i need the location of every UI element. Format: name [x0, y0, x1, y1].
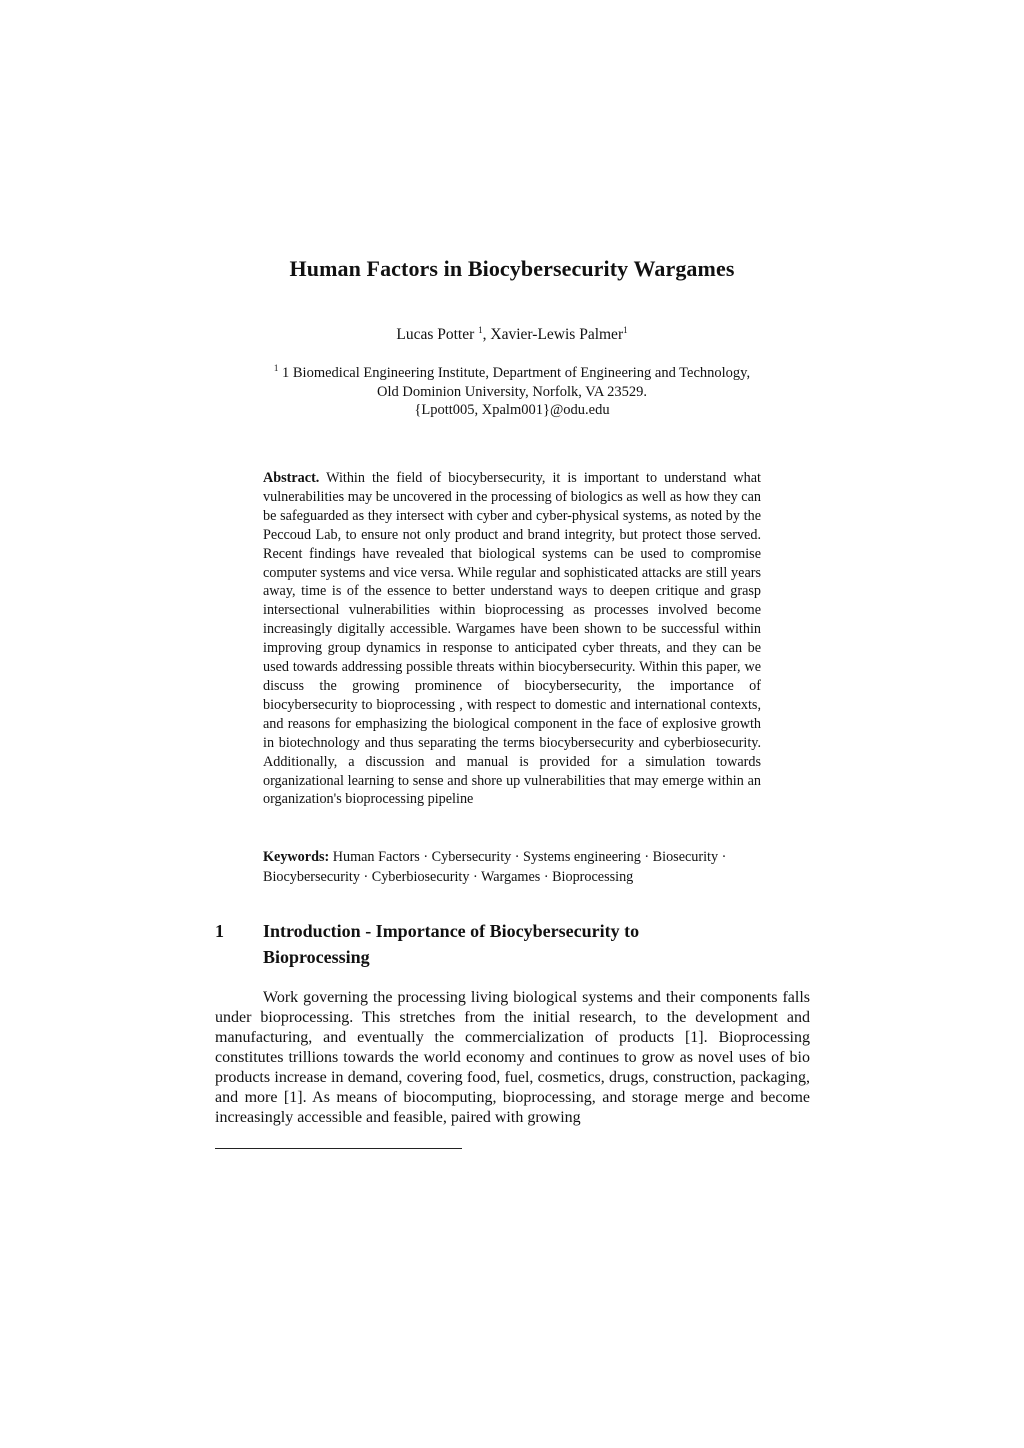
- abstract-label: Abstract.: [263, 470, 320, 486]
- paper-title: Human Factors in Biocybersecurity Wargames: [289, 256, 735, 281]
- section-title: Introduction - Importance of Biocybersecurity to Bioprocessing: [263, 921, 640, 967]
- keywords: [263, 848, 761, 887]
- affiliation-line: [0, 364, 1024, 383]
- contact-emails: {Lpott005, Xpalm001}@odu.edu: [414, 402, 610, 418]
- author-affiliation-mark: 1: [623, 324, 628, 335]
- affiliation-line: Old Dominion University, Norfolk, VA 23529.: [377, 383, 647, 400]
- body-paragraph: Work governing the processing living biological systems and their components falls under bioprocessing. This stretches from the initial research, to the development and manufacturing, and eventually the commercialization of products [1]. Bioprocessing constitutes trillions towards the world economy and continues to grow as novel uses of bio products increase in demand, covering food, fuel, cosmetics, drugs, construction, packaging, and more [1]. As means of biocomputing, bioprocessing, and storage merge and become increasingly accessible and feasible, paired with growing: [215, 989, 810, 1126]
- author-name: Xavier-Lewis Palmer: [490, 326, 624, 343]
- section-number: 1: [215, 921, 224, 941]
- affiliation-mark: 1: [273, 363, 279, 374]
- affiliation-block: [0, 364, 1024, 420]
- author-line: [0, 326, 1024, 344]
- abstract: [263, 469, 761, 809]
- keywords-text: Human Factors · Cybersecurity · Systems engineering · Biosecurity · Biocybersecurity · Cyberbiosecurity · Wargames · Bioprocessing: [263, 849, 727, 885]
- author-affiliation-mark: 1: [478, 324, 483, 335]
- author-name: Lucas Potter: [396, 326, 475, 343]
- affiliation-text: 1 Biomedical Engineering Institute, Department of Engineering and Technology,: [278, 365, 751, 381]
- abstract-text: Within the field of biocybersecurity, it is important to understand what vulnerabilities may be uncovered in the processing of biologics as well as how they can be safeguarded as they intersect with cyber and cyber-physical systems, as noted by the Peccoud Lab, to ensure not only product and brand integrity, but protect those served. Recent findings have revealed that biological systems can be used to compromise computer systems and vice versa. While regular and sophisticated attacks are still years away, time is of the essence to better understand ways to deepen critique and grasp intersectional vulnerabilities within bioprocessing as processes involved become increasingly digitally accessible. Wargames have been shown to be successful within improving group dynamics in response to anticipated cyber threats, and they can be used towards addressing possible threats within biocybersecurity. Within this paper, we discuss the growing prominence of biocybersecurity, the importance of biocybersecurity to bioprocessing , with respect to domestic and international contexts, and reasons for emphasizing the biological component in the face of explosive growth in biotechnology and thus separating the terms biocybersecurity and cyberbiosecurity. Additionally, a discussion and manual is provided for a simulation towards organizational learning to sense and shore up vulnerabilities that may emerge within an organization's bioprocessing pipeline: [263, 470, 761, 808]
- author-separator: ,: [482, 326, 491, 343]
- footnote-rule: [215, 1148, 462, 1149]
- keywords-label: Keywords:: [263, 849, 330, 865]
